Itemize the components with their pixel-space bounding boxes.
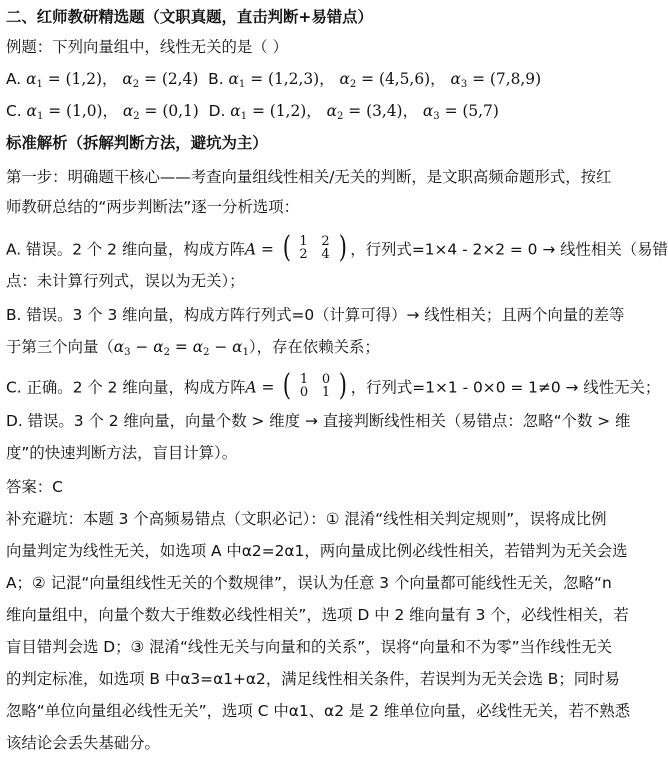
analysis-c-line-1: C. 正确。2 个 2 维向量，构成方阵A = ( 1 0 0 1 ) ，行列式=1×1 - 0×0 = 1≠0 → 线性无关；: [6, 368, 661, 403]
analysis-b-result: ），存在依赖关系；: [248, 338, 380, 356]
question-stem: 例题：下列向量组中，线性无关的是（ ）: [6, 38, 288, 56]
supplement-line: 补充避坑：本题 3 个高频易错点（文职必记）：① 混淆“线性相关判定规则”，误将成比例: [6, 510, 607, 528]
matrix-c: ( 1 0 0 1 ): [283, 368, 347, 403]
option-a-vector-2: (2,4): [161, 70, 199, 88]
analysis-a-line-2: 点：未计算行列式，误以为无关）；: [6, 272, 245, 290]
matrix-a-cell: 2: [321, 234, 330, 249]
options-row-ab: A. $\alpha_1 = (1,2)$， $\alpha_2 = (2,4)$ B. $\alpha_1 = (1,2,3)$， $\alpha_2 = (4,5,6)$， $\alpha_3 = (7,8,9)$: [6, 70, 542, 90]
supplement-line: 忽略“单位向量组必线性无关”，选项 C 中α1、α2 是 2 维单位向量，必线性无关，若不熟悉: [6, 702, 631, 720]
analysis-a-line-1: A. 错误。2 个 2 维向量，构成方阵A = ( 1 2 2 4 ) ，行列式=1×4 - 2×2 = 0 → 线性相关（易错: [6, 230, 668, 265]
analysis-a-text: A. 错误。2 个 2 维向量，构成方阵: [6, 240, 245, 259]
option-a-label: A.: [6, 70, 22, 88]
matrix-c-cell: 0: [299, 385, 309, 400]
analysis-b-text: 于第三个向量（: [6, 338, 114, 356]
option-d-vector-3: (5,7): [462, 102, 499, 120]
supplement-line: 盲目错判会选 D；③ 混淆“线性无关与向量和的关系”，误将“向量和不为零”当作线性无关: [6, 638, 612, 656]
option-a-vector-1: (1,2): [65, 70, 103, 88]
option-b-vector-1: (1,2,3): [267, 70, 320, 88]
supplement-line: 向量判定为线性无关，如选项 A 中α2=2α1，两向量成比例必线性相关，若错判为无关会选: [6, 542, 628, 560]
analysis-d-line-2: 度”的快速判断方法，盲目计算）。: [6, 444, 238, 462]
option-c-vector-2: (0,1): [162, 102, 199, 120]
option-b-vector-2: (4,5,6): [378, 70, 431, 88]
option-d-vector-1: (1,2): [269, 102, 307, 120]
matrix-c-cell: 1: [299, 372, 309, 387]
option-d-vector-2: (3,4): [366, 102, 403, 120]
analysis-b-line-1: B. 错误。3 个 3 维向量，构成方阵行列式=0（计算可得）→ 线性相关；且两个向量的差等: [6, 306, 625, 324]
analysis-b-line-2: 于第三个向量$(\alpha_3 - \alpha_2 = \alpha_2 - \alpha_1)$，存在依赖关系；: [6, 338, 380, 358]
matrix-a-cell: 1: [299, 234, 308, 249]
supplement-line: A；② 记混“向量组线性无关的个数规律”，误认为任意 3 个向量都可能线性无关，忽略“n: [6, 574, 612, 592]
analysis-d-line-1: D. 错误。3 个 2 维向量，向量个数 > 维度 → 直接判断线性相关（易错点：忽略“个数 > 维: [6, 412, 631, 430]
option-d-label: D.: [208, 102, 226, 120]
analysis-a-result: ，行列式=1×4 - 2×2 = 0 → 线性相关（易错: [350, 240, 668, 259]
matrix-a-cell: 2: [299, 247, 308, 262]
supplement-line: 的判定标准，如选项 B 中α3=α1+α2，满足线性相关条件，若误判为无关会选 B；同时易: [6, 670, 620, 688]
options-row-cd: C. $\alpha_1 = (1,0)$， $\alpha_2 = (0,1)$ D. $\alpha_1 = (1,2)$， $\alpha_2 = (3,4)$， $\alpha_3 = (5,7)$: [6, 102, 499, 122]
section-title: 二、红师教研精选题（文职真题，直击判断+易错点）: [6, 8, 373, 26]
analysis-c-text: C. 正确。2 个 2 维向量，构成方阵: [6, 378, 246, 397]
matrix-a-cell: 4: [321, 247, 330, 262]
analysis-c-result: ，行列式=1×1 - 0×0 = 1≠0 → 线性无关；: [350, 378, 661, 397]
step1-line-2: 师教研总结的“两步判断法”逐一分析选项：: [6, 198, 299, 216]
step1-line-1: 第一步：明确题干核心——考查向量组线性相关/无关的判断，是文职高频命题形式，按红: [6, 168, 612, 186]
option-c-vector-1: (1,0): [66, 102, 103, 120]
option-c-label: C.: [6, 102, 22, 120]
matrix-c-cell: 0: [321, 372, 331, 387]
supplement-line: 维向量组中，向量个数大于维数必线性相关”，选项 D 中 2 维向量有 3 个，必线性相关，若: [6, 606, 629, 624]
option-b-vector-3: (7,8,9): [489, 70, 542, 88]
answer: 答案：C: [6, 478, 63, 496]
analysis-title: 标准解析（拆解判断方法，避坑为主）: [6, 134, 268, 152]
matrix-c-cell: 1: [321, 385, 331, 400]
matrix-a: ( 1 2 2 4 ): [282, 230, 347, 265]
option-b-label: B.: [208, 70, 224, 88]
supplement-line: 该结论会丢失基础分。: [6, 734, 160, 752]
